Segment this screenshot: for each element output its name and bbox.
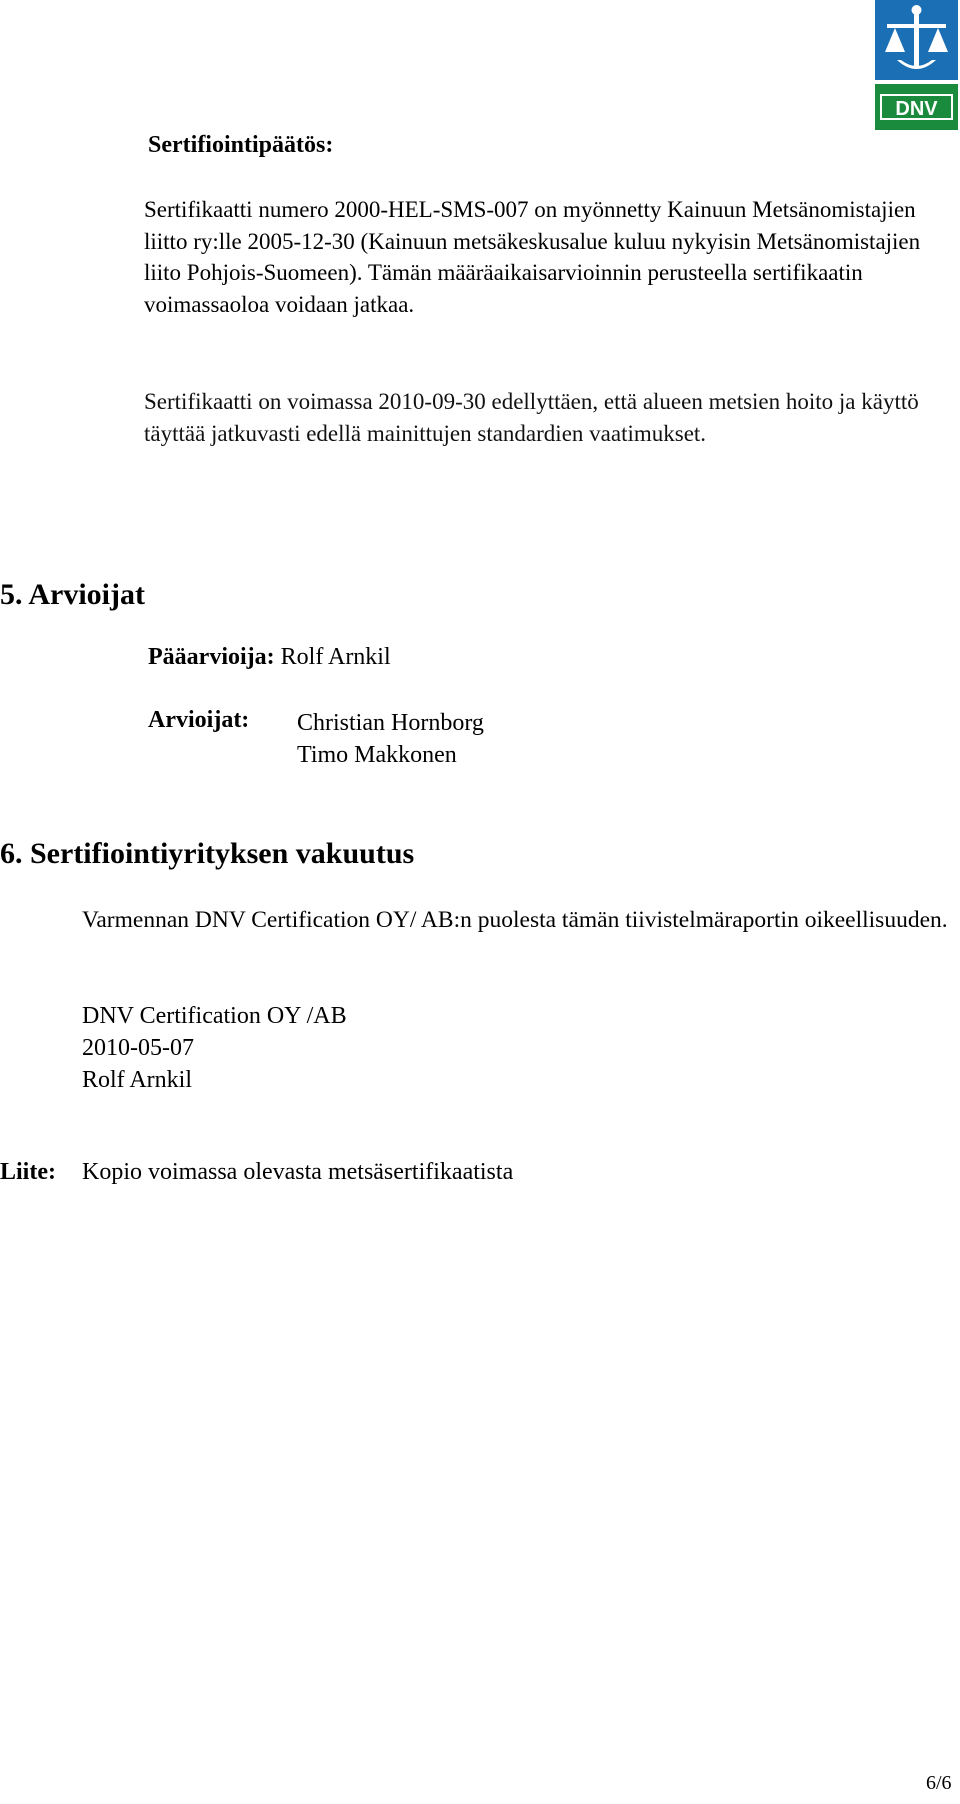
signature-name: Rolf Arnkil [82, 1067, 193, 1093]
decision-title: Sertifiointipäätös: [148, 132, 334, 158]
decision-paragraph-1: Sertifikaatti numero 2000-HEL-SMS-007 on myönnetty Kainuun Metsänomistajien liitto ry:lle 2005-12-30 (Kainuun metsäkeskusalue kuluu nykyisin Metsänomistajien liito Pohjois-Suomeen). Tämän määräaikaisarvioinnin perusteella sertifikaatin voimassaoloa voidaan jatkaa. [144, 197, 921, 317]
declaration-text: Varmennan DNV Certification OY/ AB:n puolesta tämän tiivistelmäraportin oikeellisuuden. [82, 907, 948, 933]
attachment-text: Kopio voimassa olevasta metsäsertifikaatista [82, 1159, 514, 1185]
assessor-name: Christian Hornborg [297, 710, 484, 736]
section6-heading: 6. Sertifiointiyrityksen vakuutus [0, 837, 415, 870]
logo-text: DNV [895, 98, 938, 120]
assessors-list [297, 707, 484, 771]
lead-assessor-name: Rolf Arnkil [280, 644, 391, 670]
attachment-label: Liite: [0, 1159, 56, 1185]
signature-company: DNV Certification OY /AB [82, 1003, 347, 1029]
page-number: 6/6 [926, 1772, 952, 1794]
lead-assessor-label: Pääarvioija: [148, 644, 275, 670]
section5-heading: 5. Arvioijat [0, 578, 145, 611]
signature-block [82, 1000, 347, 1096]
assessors-label: Arvioijat: [148, 707, 250, 733]
decision-paragraph-2: Sertifikaatti on voimassa 2010-09-30 edellyttäen, että alueen metsien hoito ja käyttö täyttää jatkuvasti edellä mainittujen standardien vaatimukset. [144, 389, 919, 446]
anchor-scales-icon [875, 0, 958, 130]
signature-date: 2010-05-07 [82, 1035, 194, 1061]
dnv-logo [875, 0, 958, 130]
lead-assessor [148, 644, 391, 671]
assessor-name: Timo Makkonen [297, 742, 457, 768]
